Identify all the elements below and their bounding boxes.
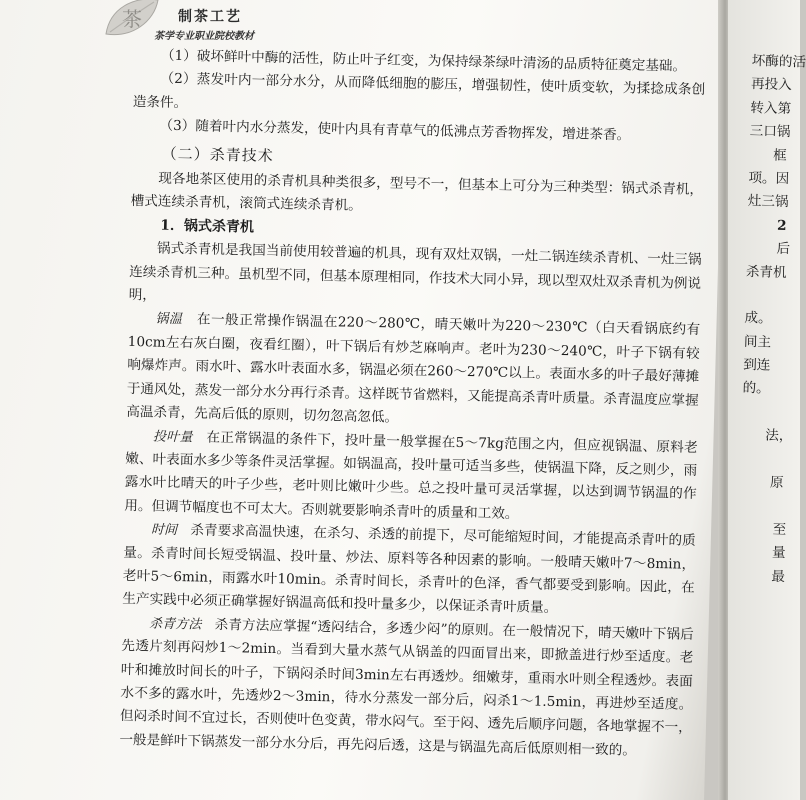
right-line: 原 [769, 474, 784, 492]
paragraph: 锅式杀青机是我国当前使用较普遍的机具，现有双灶双锅，一灶二锅连续杀青机、一灶三锅连续杀青机三种。虽机型不同，但基本原理相同，作技术大同小异，现以型双灶双杀青机为例说明， [128, 240, 702, 304]
item-term: 投叶量 [152, 428, 193, 445]
right-line [742, 401, 791, 426]
item-paragraph [119, 612, 694, 764]
section-heading: （二）杀青技术 [161, 144, 274, 165]
right-line: 法， [765, 427, 793, 445]
right-line: 坏酶的活 [751, 52, 806, 71]
right-line: 框 [772, 147, 787, 164]
right-line: 杀青机 [745, 263, 787, 281]
right-line [745, 284, 794, 309]
item-paragraph [122, 518, 696, 624]
item-text: 杀青方法应掌握“透闷结合，多透少闷”的原则。在一般情况下，晴天嫩叶下锅后先透片刻再闷炒1～2min。当看到大量水蒸气从锅盖的四面冒出来，即掀盖进行炒至适度。老叶和摊放时间长的叶子，下锅闷杀时间3min左右再透炒。细嫩芽，重雨水叶则全程透炒。表面水不多的露水叶，先透炒2～3min，待水分蒸发一部分后，闷杀1～1.5min，再进炒至适度。但闷杀时间不宜过长，否则使叶色变黄，带水闷气。至于闷、透先后顺序问题，各地掌握不一，一般是鲜叶下锅蒸发一部分水分后，再先闷后透，这是与锅温先高后低原则相一致的。 [119, 616, 694, 759]
right-line: 2 [776, 217, 787, 234]
subsection-heading: 1．锅式杀青机 [160, 217, 255, 236]
right-line: 成。 [744, 310, 772, 327]
right-line: 项。因 [748, 169, 790, 188]
right-line: 最 [771, 568, 786, 585]
paragraph: （1）破坏鲜叶中酶的活性，防止叶子红变，为保持绿茶绿叶清汤的品质特征奠定基础。 [160, 47, 687, 75]
item-term: 杀青方法 [148, 616, 202, 633]
item-term: 锅温 [155, 311, 183, 328]
running-header-title: 制茶工艺 [178, 9, 242, 25]
right-line: 至 [772, 521, 787, 538]
right-line: 到连 [742, 356, 771, 374]
paragraph: （2）蒸发叶内一部分水分，从而降低细胞的膨压，增强韧性，使叶质变软，为揉捻成条创造条件。 [132, 70, 706, 111]
paragraph: 现各地茶区使用的杀青机具种类很多，型号不一，但基本上可分为三种类型：锅式杀青机，槽式连续杀青机，滚筒式连续杀青机。 [130, 170, 704, 215]
right-line: 三口锅 [749, 123, 791, 141]
right-line: 间主 [743, 333, 772, 351]
item-text: 杀青要求高温快速，在杀匀、杀透的前提下，尽可能缩短时间，才能提高杀青叶的质量。杀青时间长短受锅温、投叶量、炒法、原料等各种因素的影响。一般晴天嫩叶7～8min，老叶5～6min，雨露水叶10min。杀青时间长，杀青叶的色泽，香气都要受到影响。因此，在生产实践中必须正确掌握好锅温高低和投叶量多少，以保证杀青叶质量。 [122, 522, 696, 617]
right-line: 灶三锅 [747, 193, 789, 211]
item-text: 在一般正常操作锅温在220～280℃，晴天嫩叶为220～230℃（白天看锅底约有10cm左右灰白圈，夜看红圈），叶下锅后有炒芝麻响声。老叶为230～240℃，叶子下锅有较响爆炸声。雨水叶、露水叶表面水多，锅温必须在260～270℃以上。表面水多的叶子最好薄摊于通风处，蒸发一部分水分再行杀青。这样既节省燃料，又能提高杀青叶质量。杀青温度应掌握高温杀青，先高后低的原则，切勿忽高忽低。 [126, 311, 701, 426]
logo-char: 茶 [122, 7, 142, 31]
right-line [740, 447, 789, 472]
right-line: 的。 [742, 380, 770, 398]
right-line: 量 [771, 544, 786, 562]
item-paragraph [126, 307, 700, 436]
right-line: 转入第 [750, 99, 792, 117]
tea-leaf-logo-icon [100, 0, 162, 42]
right-line: 再投入 [750, 76, 793, 94]
running-header-subtitle: 茶学专业职业院校教材 [154, 31, 254, 42]
item-term: 时间 [150, 522, 178, 539]
right-line: 后 [776, 240, 791, 258]
main-text [119, 44, 706, 764]
item-paragraph [124, 424, 698, 530]
paragraph: （3）随着叶内水分蒸发，使叶内具有青草气的低沸点芳香物挥发，增进茶香。 [159, 117, 631, 144]
right-line [739, 494, 788, 519]
item-text: 在正常锅温的条件下，投叶量一般掌握在5～7kg范围之内，但应视锅温、原料老嫩、叶表面水多少等条件灵活掌握。如锅温高，投叶量可适当多些，使锅温下降，反之则少，雨露水叶比晴天的叶子少些，老叶则比嫩叶少些。总之投叶量可灵活掌握，以达到调节锅温的作用。但调节幅度也不可太大。否则就要影响杀青叶的质量和工效。 [124, 429, 698, 522]
